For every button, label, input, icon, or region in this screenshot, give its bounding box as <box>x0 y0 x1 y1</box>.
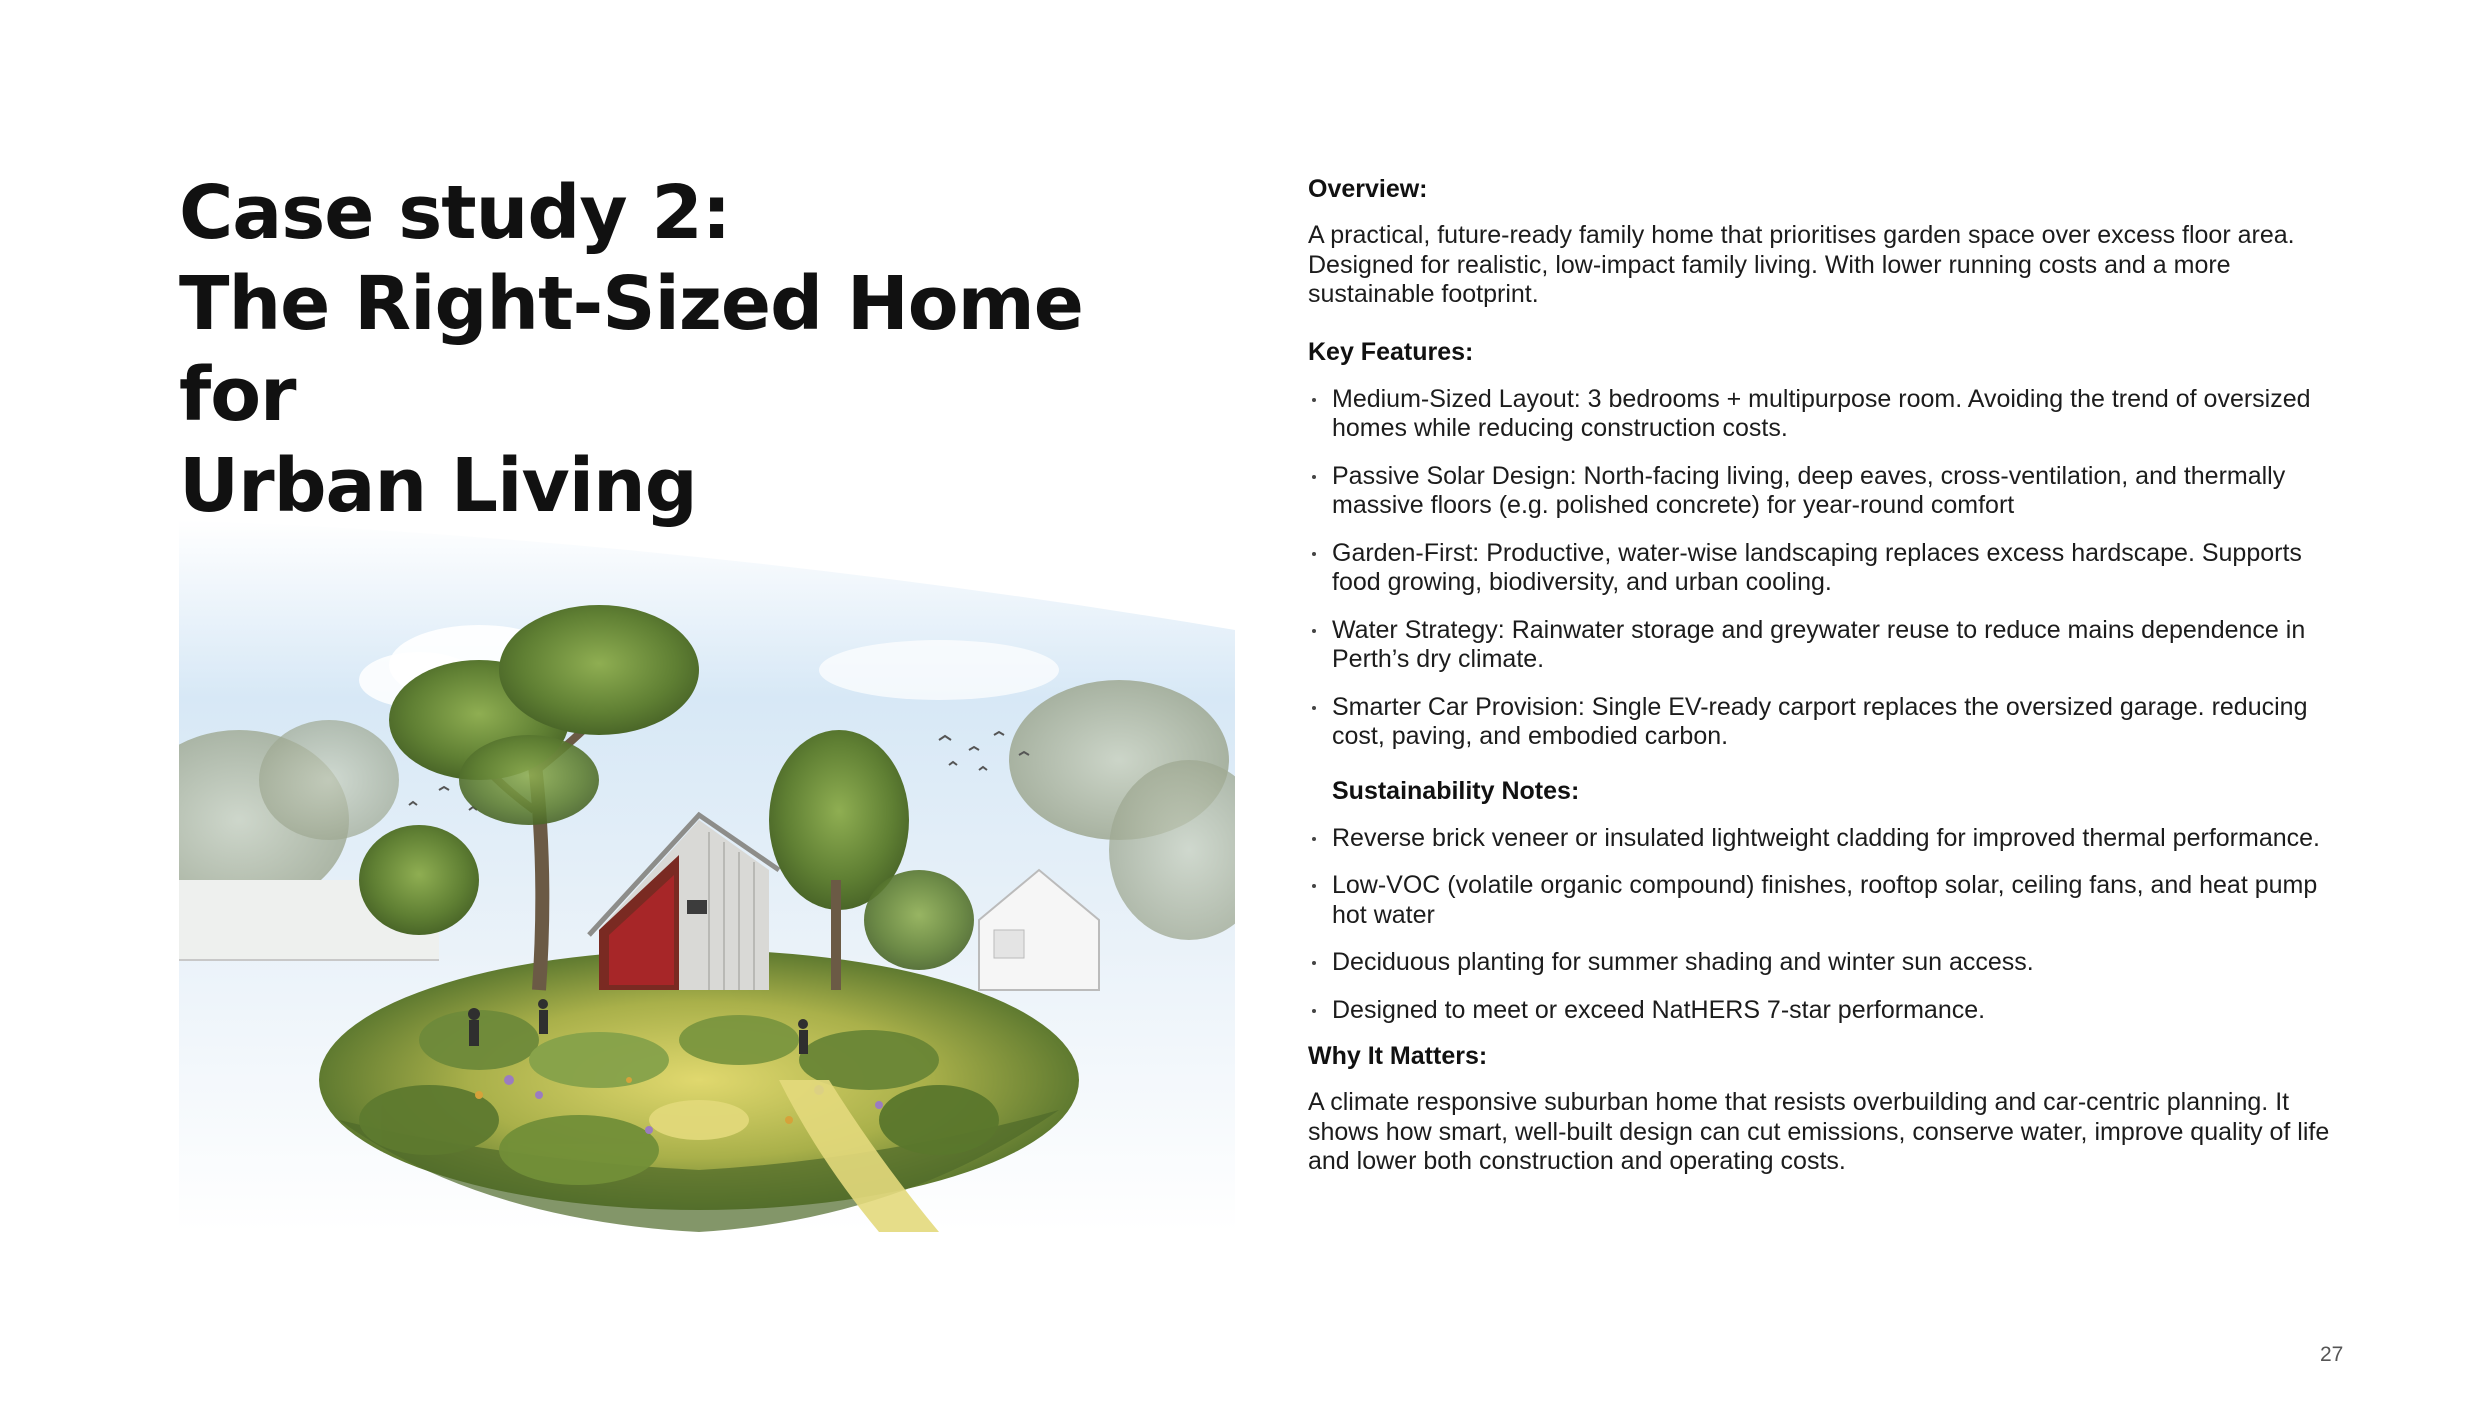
list-item: Garden-First: Productive, water-wise landscaping replaces excess hardscape. Supports food growing, biodiversity, and urban cooling. <box>1308 539 2338 598</box>
overview-heading: Overview: <box>1308 175 1428 203</box>
key-features-list <box>1308 385 2338 752</box>
overview-text: A practical, future-ready family home that prioritises garden space over excess floor area. Designed for realistic, low-impact family living. With lower running costs and a more sustainable footprint. <box>1308 221 2295 308</box>
list-item: Designed to meet or exceed NatHERS 7-star performance. <box>1308 996 2338 1026</box>
sustainability-list <box>1308 824 2338 1026</box>
page-title <box>179 168 1199 532</box>
key-features-heading: Key Features: <box>1308 337 1474 366</box>
title-line-1: Case study 2: <box>179 170 731 256</box>
list-item: Medium-Sized Layout: 3 bedrooms + multipurpose room. Avoiding the trend of oversized homes while reducing construction costs. <box>1308 385 2338 444</box>
why-heading: Why It Matters: <box>1308 1042 1488 1070</box>
why-text: A climate responsive suburban home that resists overbuilding and car-centric planning. It shows how smart, well-built design can cut emissions, conserve water, improve quality of life and lower both construction and operating costs. <box>1308 1088 2330 1175</box>
list-item: Reverse brick veneer or insulated lightweight cladding for improved thermal performance. <box>1308 824 2338 854</box>
title-line-3: Urban Living <box>179 443 697 529</box>
case-study-text <box>1308 174 2338 1177</box>
list-item: Deciduous planting for summer shading and winter sun access. <box>1308 948 2338 978</box>
page-number: 27 <box>2320 1343 2344 1366</box>
title-line-2: The Right-Sized Home for <box>179 261 1083 438</box>
house-garden-illustration <box>179 520 1235 1232</box>
list-item: Passive Solar Design: North-facing living, deep eaves, cross-ventilation, and thermally massive floors (e.g. polished concrete) for year-round comfort <box>1308 462 2338 521</box>
list-item: Smarter Car Provision: Single EV-ready carport replaces the oversized garage. reducing cost, paving, and embodied carbon. <box>1308 693 2338 752</box>
list-item: Low-VOC (volatile organic compound) finishes, rooftop solar, ceiling fans, and heat pump hot water <box>1308 871 2338 930</box>
list-item: Water Strategy: Rainwater storage and greywater reuse to reduce mains dependence in Perth’s dry climate. <box>1308 616 2338 675</box>
sustainability-heading: Sustainability Notes: <box>1332 776 1580 805</box>
